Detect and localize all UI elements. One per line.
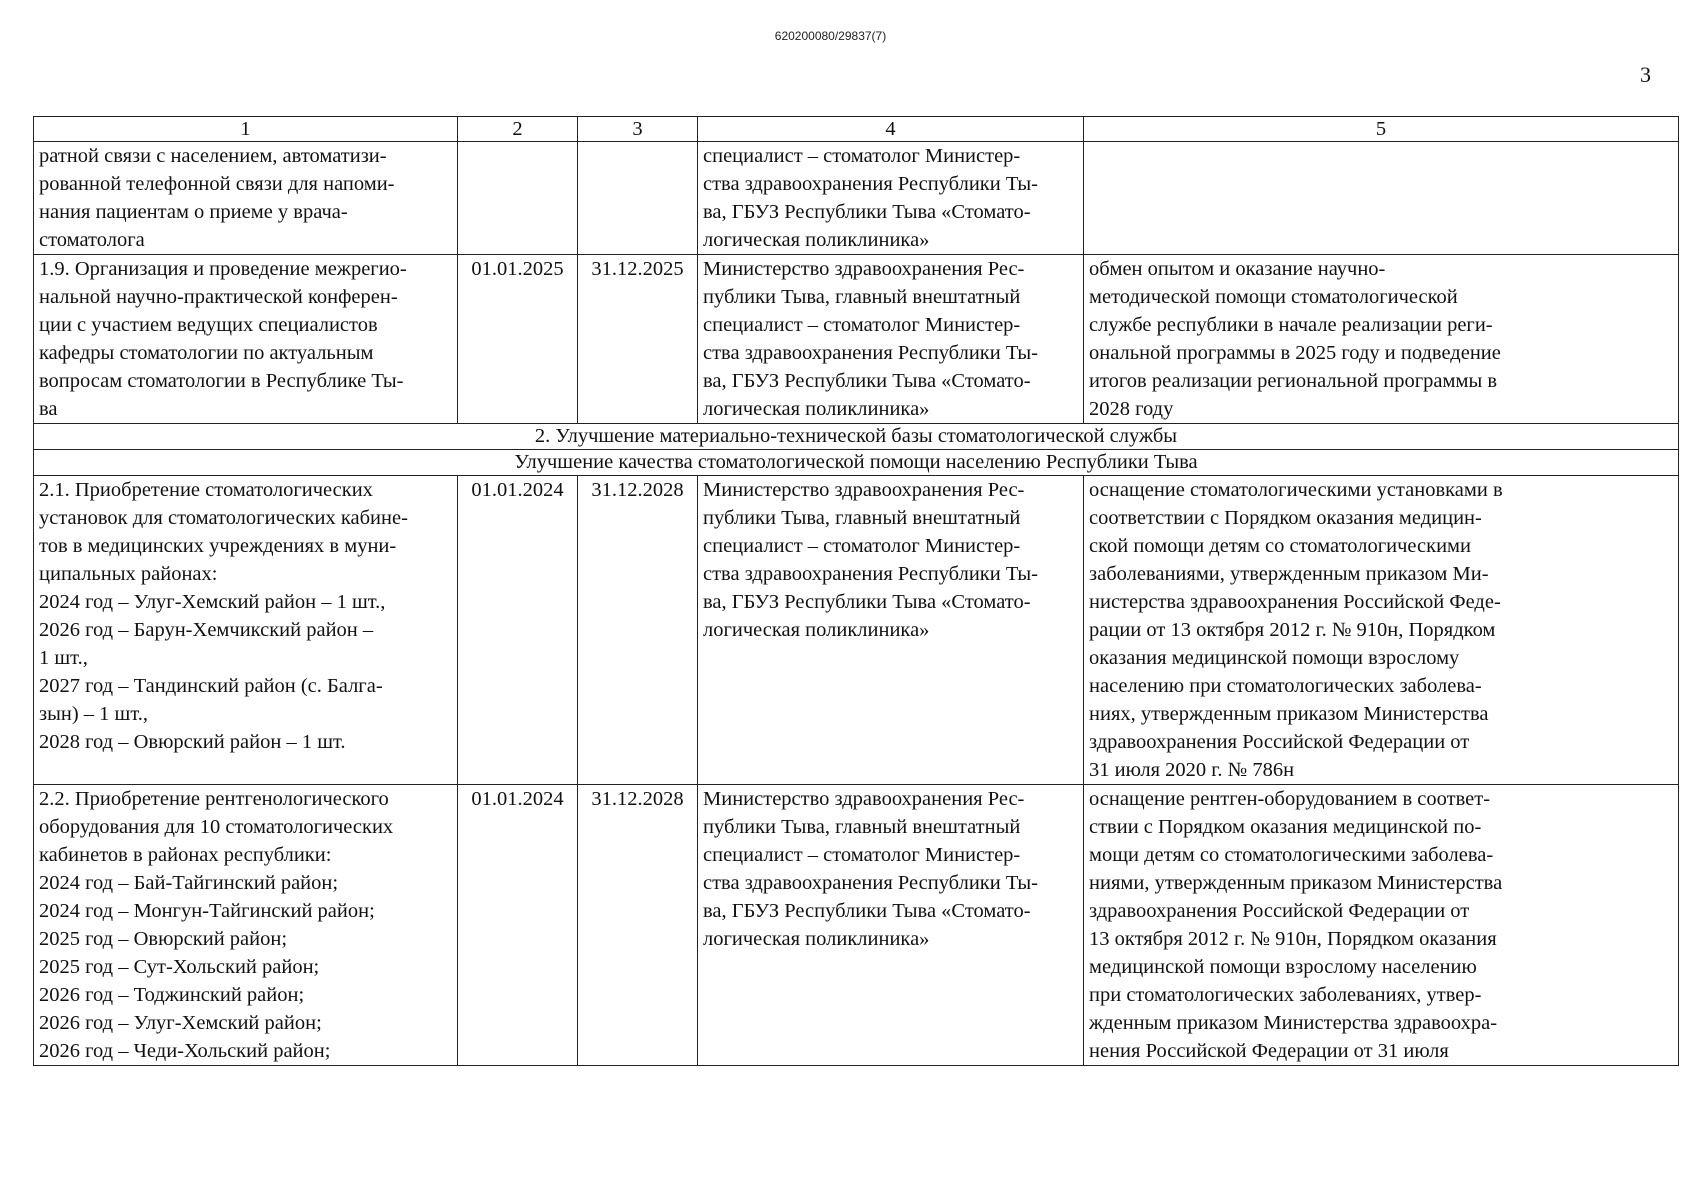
plan-table [33, 116, 1679, 1066]
end-date-cell: 31.12.2028 [578, 785, 698, 1066]
responsible-cell: специалист – стоматолог Министер- ства здравоохранения Республики Ты- ва, ГБУЗ Республики Тыва «Стомато- логическая поликлиника» [698, 142, 1084, 255]
table-row [34, 785, 1679, 1066]
responsible-cell: Министерство здравоохранения Рес- публики Тыва, главный внештатный специалист – стоматолог Министер- ства здравоохранения Республики Ты- ва, ГБУЗ Республики Тыва «Стомато- логическая поликлиника» [698, 255, 1084, 424]
table-header-row [34, 117, 1679, 142]
result-cell [1084, 142, 1679, 255]
end-date-cell: 31.12.2025 [578, 255, 698, 424]
table-row [34, 255, 1679, 424]
start-date-cell [458, 142, 578, 255]
measure-cell: 2.1. Приобретение стоматологических установок для стоматологических кабине- тов в медицинских учреждениях в муни- ципальных районах: 2024 год – Улуг-Хемский район – 1 шт., 2026 год – Барун-Хемчикский район – 1 шт., 2027 год – Тандинский район (с. Балга- зын) – 1 шт., 2028 год – Овюрский район – 1 шт. [34, 476, 458, 785]
result-cell: оснащение рентген-оборудованием в соответ- ствии с Порядком оказания медицинской по- мощи детям со стоматологическими заболева- ниями, утвержденным приказом Министерства здравоохранения Российской Федерации от 13 октября 2012 г. № 910н, Порядком оказания медицинской помощи взрослому населению при стоматологических заболеваниях, утвер- жденным приказом Министерства здравоохра- нения Российской Федерации от 31 июля [1084, 785, 1679, 1066]
column-header: 3 [578, 117, 698, 142]
responsible-cell: Министерство здравоохранения Рес- публики Тыва, главный внештатный специалист – стоматолог Министер- ства здравоохранения Республики Ты- ва, ГБУЗ Республики Тыва «Стомато- логическая поликлиника» [698, 476, 1084, 785]
column-header: 5 [1084, 117, 1679, 142]
start-date-cell: 01.01.2025 [458, 255, 578, 424]
measure-cell: ратной связи с населением, автоматизи- рованной телефонной связи для напоми- нания пациентам о приеме у врача- стоматолога [34, 142, 458, 255]
end-date-cell [578, 142, 698, 255]
section-title-row [34, 424, 1679, 450]
column-header: 1 [34, 117, 458, 142]
start-date-cell: 01.01.2024 [458, 785, 578, 1066]
page-number: 3 [1640, 62, 1651, 87]
column-header: 4 [698, 117, 1084, 142]
section-title: 2. Улучшение материально-технической базы стоматологической службы [34, 424, 1679, 450]
result-cell: оснащение стоматологическими установками в соответствии с Порядком оказания медицин- ской помощи детям со стоматологическими заболеваниями, утвержденным приказом Ми- нистерства здравоохранения Российской Феде- рации от 13 октября 2012 г. № 910н, Порядком оказания медицинской помощи взрослому населению при стоматологических заболева- ниях, утвержденным приказом Министерства здравоохранения Российской Федерации от 31 июля 2020 г. № 786н [1084, 476, 1679, 785]
column-header: 2 [458, 117, 578, 142]
table-row [34, 476, 1679, 785]
section-goal-row [34, 450, 1679, 476]
table-row [34, 142, 1679, 255]
end-date-cell: 31.12.2028 [578, 476, 698, 785]
measure-cell: 2.2. Приобретение рентгенологического оборудования для 10 стоматологических кабинетов в районах республики: 2024 год – Бай-Тайгинский район; 2024 год – Монгун-Тайгинский район; 2025 год – Овюрский район; 2025 год – Сут-Хольский район; 2026 год – Тоджинский район; 2026 год – Улуг-Хемский район; 2026 год – Чеди-Хольский район; [34, 785, 458, 1066]
start-date-cell: 01.01.2024 [458, 476, 578, 785]
result-cell: обмен опытом и оказание научно- методической помощи стоматологической службе республики в начале реализации реги- ональной программы в 2025 году и подведение итогов реализации региональной программы в 2028 году [1084, 255, 1679, 424]
section-goal: Улучшение качества стоматологической помощи населению Республики Тыва [34, 450, 1679, 476]
measure-cell: 1.9. Организация и проведение межрегио- нальной научно-практической конферен- ции с участием ведущих специалистов кафедры стоматологии по актуальным вопросам стоматологии в Республике Ты- ва [34, 255, 458, 424]
document-code: 620200080/29837(7) [774, 29, 887, 43]
responsible-cell: Министерство здравоохранения Рес- публики Тыва, главный внештатный специалист – стоматолог Министер- ства здравоохранения Республики Ты- ва, ГБУЗ Республики Тыва «Стомато- логическая поликлиника» [698, 785, 1084, 1066]
